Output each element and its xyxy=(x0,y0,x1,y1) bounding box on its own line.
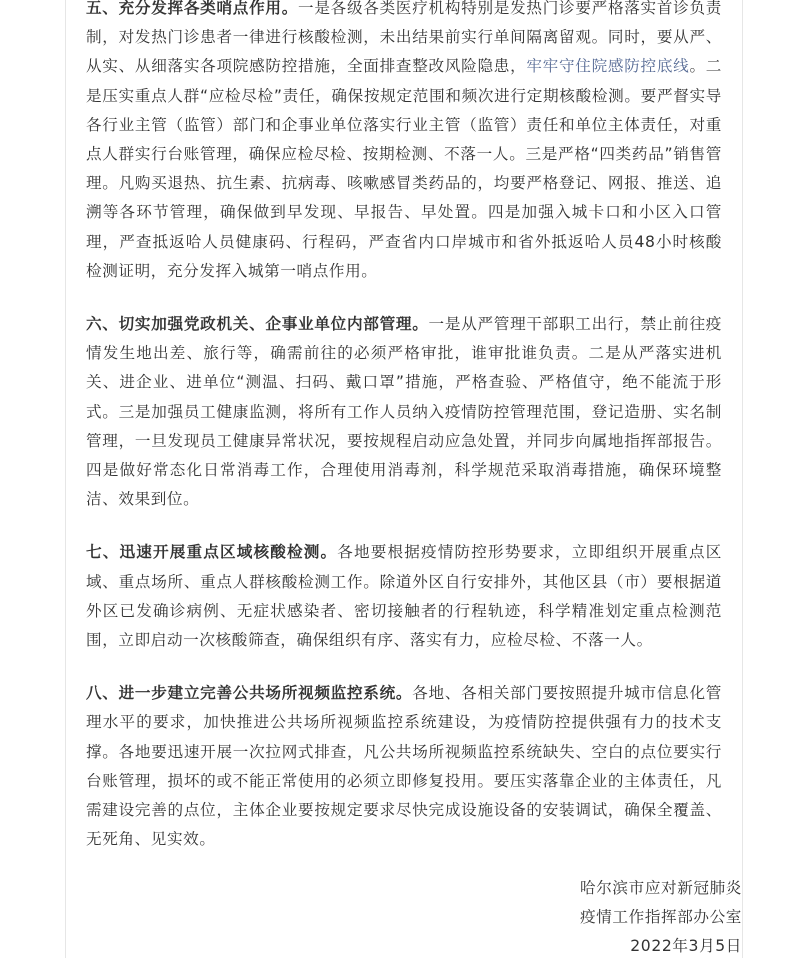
left-border xyxy=(65,0,66,958)
paragraph-5 xyxy=(86,0,722,286)
right-border xyxy=(742,0,743,958)
paragraph-7 xyxy=(86,538,722,655)
paragraph-6-heading: 六、切实加强党政机关、企事业单位内部管理。 xyxy=(86,315,429,334)
paragraph-5-text-a: 一是各级各类医疗机构特别是发热门诊要严格落实首诊负责制，对发热门诊患者一律进行核酸检测，未出结果前实行单间隔离留观。同时，要从严、从实、从细落实各项院感防控措施，全面排查整改风险隐患， xyxy=(86,0,722,76)
paragraph-5-heading: 五、充分发挥各类哨点作用。 xyxy=(86,0,299,17)
signature-block xyxy=(580,874,742,958)
signature-date: 2022年3月5日 xyxy=(630,937,742,956)
article-body xyxy=(86,0,722,878)
paragraph-7-text: 各地要根据疫情防控形势要求，立即组织开展重点区域、重点场所、重点人群核酸检测工作。除道外区自行安排外，其他区县（市）要根据道外区已发确诊病例、无症状感染者、密切接触者的行程轨迹，科学精准划定重点检测范围，立即启动一次核酸筛查，确保组织有序、落实有力，应检尽检、不落一人。 xyxy=(86,543,722,650)
signature-org-line2: 疫情工作指挥部办公室 xyxy=(580,908,742,927)
paragraph-7-heading: 七、迅速开展重点区域核酸检测。 xyxy=(86,543,338,562)
paragraph-5-text-b: 。二是压实重点人群“应检尽检”责任，确保按规定范围和频次进行定期核酸检测。要严督实导各行业主管（监管）部门和企事业单位落实行业主管（监管）责任和单位主体责任，对重点人群实行台账管理，确保应检尽检、按期检测、不落一人。三是严格“四类药品”销售管理。凡购买退热、抗生素、抗病毒、咳嗽感冒类药品的，均要严格登记、网报、推送、追溯等各环节管理，确保做到早发现、早报告、早处置。四是加强入城卡口和小区入口管理，严查抵返哈人员健康码、行程码，严查省内口岸城市和省外抵返哈人员48小时核酸检测证明，充分发挥入城第一哨点作用。 xyxy=(86,57,722,280)
paragraph-6 xyxy=(86,310,722,514)
paragraph-8-heading: 八、进一步建立完善公共场所视频监控系统。 xyxy=(86,684,413,703)
paragraph-6-text: 一是从严管理干部职工出行，禁止前往疫情发生地出差、旅行等，确需前往的必须严格审批，谁审批谁负责。二是从严落实进机关、进企业、进单位“测温、扫码、戴口罩”措施，严格查验、严格值守，绝不能流于形式。三是加强员工健康监测，将所有工作人员纳入疫情防控管理范围，登记造册、实名制管理，一旦发现员工健康异常状况，要按规程启动应急处置，并同步向属地指挥部报告。四是做好常态化日常消毒工作，合理使用消毒剂，科学规范采取消毒措施，确保环境整洁、效果到位。 xyxy=(86,315,722,509)
paragraph-8 xyxy=(86,679,722,854)
highlight-link[interactable]: 牢牢守住院感防控底线 xyxy=(526,57,690,76)
signature-org-line1: 哈尔滨市应对新冠肺炎 xyxy=(580,879,742,897)
paragraph-8-text: 各地、各相关部门要按照提升城市信息化管理水平的要求，加快推进公共场所视频监控系统建设，为疫情防控提供强有力的技术支撑。各地要迅速开展一次拉网式排查，凡公共场所视频监控系统缺失、空白的点位要实行台账管理，损坏的或不能正常使用的必须立即修复投用。要压实落靠企业的主体责任，凡需建设完善的点位，主体企业要按规定要求尽快完成设施设备的安装调试，确保全覆盖、无死角、见实效。 xyxy=(86,684,722,849)
